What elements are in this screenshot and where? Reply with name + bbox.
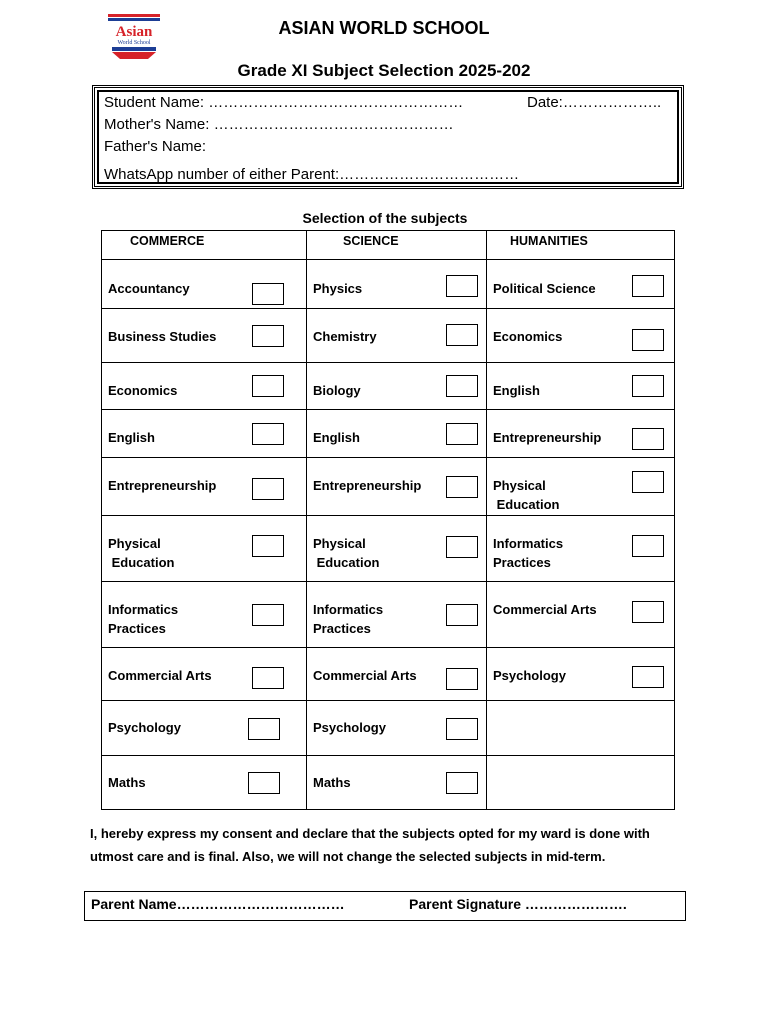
- subject-cell-humanities: [487, 701, 675, 756]
- subject-checkbox[interactable]: [632, 375, 664, 397]
- subject-label: Accountancy: [108, 281, 190, 296]
- subject-checkbox[interactable]: [632, 329, 664, 351]
- subject-label: Physics: [313, 281, 363, 296]
- subject-label: Entrepreneurship: [108, 478, 217, 493]
- student-name-field[interactable]: Student Name: ……………………………………………: [104, 94, 464, 111]
- subject-cell-science: [307, 309, 487, 363]
- subject-checkbox[interactable]: [446, 476, 478, 498]
- subject-checkbox[interactable]: [446, 668, 478, 690]
- subject-label: Psychology: [493, 668, 566, 683]
- subject-label: Maths: [313, 775, 351, 790]
- subject-cell-humanities: [487, 363, 675, 410]
- school-name: ASIAN WORLD SCHOOL: [278, 18, 490, 38]
- subject-cell-commerce: [102, 410, 307, 458]
- subject-cell-commerce: [102, 582, 307, 648]
- signature-box: [84, 891, 686, 921]
- subject-checkbox[interactable]: [632, 601, 664, 623]
- subject-cell-science: [307, 363, 487, 410]
- table-row: [102, 458, 675, 516]
- subject-label: Physical Education: [108, 536, 175, 570]
- subject-cell-humanities: [487, 648, 675, 701]
- consent-text: I, hereby express my consent and declare that the subjects opted for my ward is done with utmost care and is final. Also, we will not change the selected subjects in mid-term.: [90, 826, 650, 864]
- subject-label: Informatics Practices: [313, 602, 384, 636]
- subject-cell-science: [307, 648, 487, 701]
- subject-cell-commerce: [102, 309, 307, 363]
- subject-label: Biology: [313, 383, 361, 398]
- subject-checkbox[interactable]: [446, 772, 478, 794]
- parent-signature-field[interactable]: Parent Signature ………………….: [409, 896, 627, 912]
- subject-checkbox[interactable]: [632, 275, 664, 297]
- subject-label: Chemistry: [313, 329, 377, 344]
- subject-label: Commercial Arts: [493, 602, 597, 617]
- subject-label: Maths: [108, 775, 146, 790]
- subject-cell-commerce: [102, 260, 307, 309]
- table-row: [102, 309, 675, 363]
- table-row: [102, 648, 675, 701]
- subject-checkbox[interactable]: [252, 423, 284, 445]
- subject-label: Physical Education: [493, 478, 560, 512]
- subject-checkbox[interactable]: [252, 535, 284, 557]
- subject-cell-science: [307, 260, 487, 309]
- logo-subtext: World School: [117, 40, 151, 46]
- header-humanities: HUMANITIES: [487, 231, 675, 260]
- subject-label: Informatics Practices: [493, 536, 564, 570]
- subject-checkbox[interactable]: [632, 471, 664, 493]
- subject-cell-humanities: [487, 516, 675, 582]
- date-field[interactable]: Date:………………..: [527, 94, 662, 111]
- table-header-row: [102, 231, 675, 260]
- subject-cell-humanities: [487, 458, 675, 516]
- subject-cell-science: [307, 582, 487, 648]
- section-title: Selection of the subjects: [302, 210, 468, 226]
- subject-cell-science: [307, 410, 487, 458]
- subject-cell-science: [307, 701, 487, 756]
- subject-cell-humanities: [487, 582, 675, 648]
- table-row: [102, 260, 675, 309]
- subject-checkbox[interactable]: [632, 428, 664, 450]
- subject-checkbox[interactable]: [632, 666, 664, 688]
- subject-checkbox[interactable]: [632, 535, 664, 557]
- subject-label: Commercial Arts: [108, 668, 212, 683]
- subject-cell-humanities: [487, 756, 675, 810]
- header-science: SCIENCE: [307, 231, 487, 260]
- subject-checkbox[interactable]: [446, 604, 478, 626]
- subject-checkbox[interactable]: [252, 283, 284, 305]
- subject-checkbox[interactable]: [446, 375, 478, 397]
- form-title: Grade XI Subject Selection 2025-202: [237, 61, 531, 80]
- subject-checkbox[interactable]: [248, 772, 280, 794]
- subject-checkbox[interactable]: [446, 324, 478, 346]
- subject-cell-commerce: [102, 458, 307, 516]
- mother-name-field[interactable]: Mother's Name: …………………………………………: [104, 116, 454, 133]
- subject-cell-commerce: [102, 701, 307, 756]
- subject-checkbox[interactable]: [446, 536, 478, 558]
- subject-cell-science: [307, 516, 487, 582]
- father-name-field[interactable]: Father's Name:: [104, 138, 207, 155]
- subject-checkbox[interactable]: [446, 718, 478, 740]
- subject-cell-humanities: [487, 260, 675, 309]
- subject-cell-commerce: [102, 756, 307, 810]
- subject-cell-humanities: [487, 410, 675, 458]
- whatsapp-field[interactable]: WhatsApp number of either Parent:………………………………: [104, 166, 520, 183]
- table-row: [102, 701, 675, 756]
- subject-cell-commerce: [102, 648, 307, 701]
- subject-checkbox[interactable]: [252, 375, 284, 397]
- subject-cell-humanities: [487, 309, 675, 363]
- subject-label: Informatics Practices: [108, 602, 179, 636]
- table-row: [102, 516, 675, 582]
- subject-checkbox[interactable]: [248, 718, 280, 740]
- subject-label: Economics: [108, 383, 178, 398]
- subject-label: Political Science: [493, 281, 596, 296]
- subject-label: Psychology: [108, 720, 181, 735]
- subject-label: English: [493, 383, 540, 398]
- subject-checkbox[interactable]: [252, 478, 284, 500]
- subject-label: English: [313, 430, 360, 445]
- subject-label: Physical Education: [313, 536, 380, 570]
- subject-label: Entrepreneurship: [493, 430, 602, 445]
- table-row: [102, 410, 675, 458]
- subject-checkbox[interactable]: [446, 423, 478, 445]
- subject-label: Economics: [493, 329, 563, 344]
- header-commerce: COMMERCE: [102, 231, 307, 260]
- subject-selection-table: [101, 230, 675, 810]
- subject-label: English: [108, 430, 155, 445]
- subject-checkbox[interactable]: [252, 604, 284, 626]
- table-row: [102, 756, 675, 810]
- subject-label: Psychology: [313, 720, 386, 735]
- subject-cell-science: [307, 458, 487, 516]
- student-info-box: [92, 85, 684, 189]
- subject-label: Entrepreneurship: [313, 478, 422, 493]
- subject-cell-science: [307, 756, 487, 810]
- subject-label: Commercial Arts: [313, 668, 417, 683]
- logo-text: Asian: [115, 24, 153, 40]
- parent-name-field[interactable]: Parent Name………………………………: [91, 896, 345, 912]
- subject-checkbox[interactable]: [446, 275, 478, 297]
- table-row: [102, 363, 675, 410]
- subject-cell-commerce: [102, 516, 307, 582]
- subject-label: Business Studies: [108, 329, 217, 344]
- subject-checkbox[interactable]: [252, 667, 284, 689]
- table-row: [102, 582, 675, 648]
- subject-cell-commerce: [102, 363, 307, 410]
- subject-checkbox[interactable]: [252, 325, 284, 347]
